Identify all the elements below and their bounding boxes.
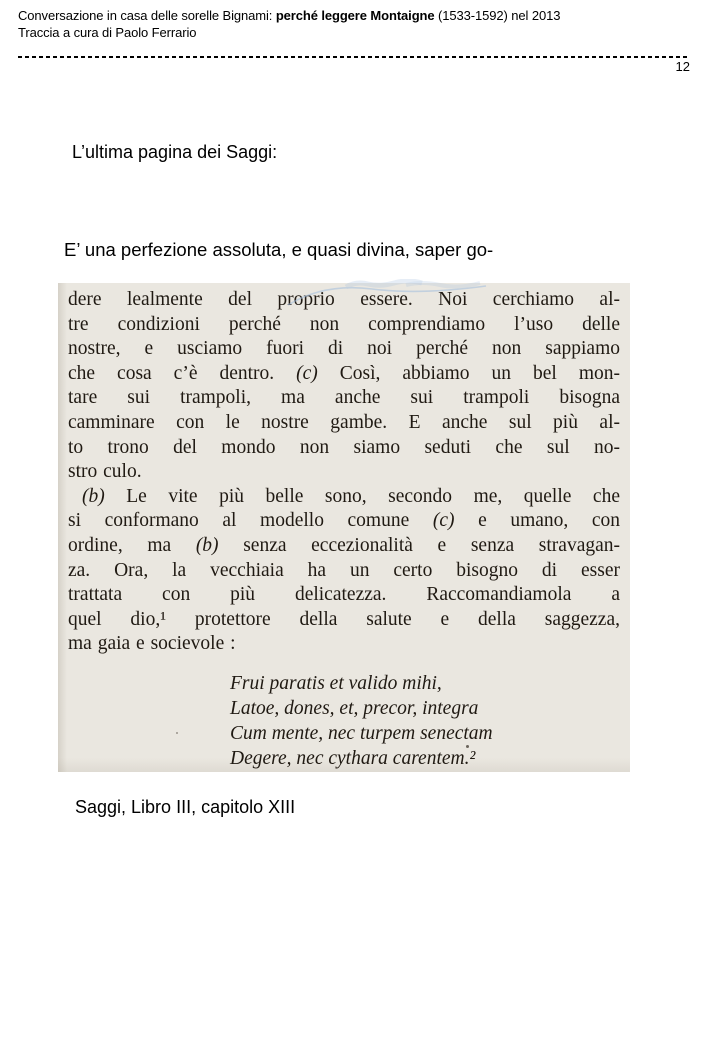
scan-line: (b) Le vite più belle sono, secondo me, quelle che — [82, 485, 620, 507]
scan-line: camminare con le nostre gambe. E anche sul più al- — [68, 411, 620, 433]
scan-line: to trono del mondo non siamo seduti che sul no- — [68, 436, 620, 458]
page-number: 12 — [675, 59, 690, 74]
scan-line: quel dio,¹ protettore della salute e della saggezza, — [68, 608, 620, 630]
page-header — [18, 8, 702, 41]
scan-line: tare sui trampoli, ma anche sui trampoli bisogna — [68, 387, 620, 409]
header-line-1 — [18, 8, 702, 25]
scan-line: ordine, ma (b) senza eccezionalità e senza stravagan- — [68, 534, 621, 556]
scan-line: stro culo. — [68, 461, 142, 483]
scan-verse — [230, 671, 620, 771]
source-caption: Saggi, Libro III, capitolo XIII — [75, 797, 296, 817]
verse-line: Degere, nec cythara carentem.² — [230, 747, 476, 769]
header-line1-suffix: (1533-1592) nel 2013 — [434, 8, 561, 23]
verse-line: Latoe, dones, et, precor, integra — [230, 697, 479, 719]
header-line1-prefix: Conversazione in casa delle sorelle Bignami: — [18, 8, 276, 23]
scan-speck — [176, 732, 178, 734]
slide-title: L’ultima pagina dei Saggi: — [72, 142, 278, 162]
scan-line: za. Ora, la vecchiaia ha un certo bisogno di esser — [68, 559, 620, 581]
verse-line: Cum mente, nec turpem senectam — [230, 722, 493, 744]
scan-line: tre condizioni perché non comprendiamo l’uso delle — [68, 313, 620, 335]
scan-line: si conformano al modello comune (c) e umano, con — [68, 510, 620, 532]
scan-text — [68, 288, 620, 657]
scan-line: trattata con più delicatezza. Raccomandiamola a — [68, 584, 620, 606]
scan-line: dere lealmente del proprio essere. Noi cerchiamo al- — [68, 289, 620, 310]
verse-line: Frui paratis et valido mihi, — [230, 672, 442, 694]
lead-text: E’ una perfezione assoluta, e quasi divina, saper go- — [64, 239, 494, 260]
scan-line: nostre, e usciamo fuori di noi perché non sappiamo — [68, 338, 620, 360]
header-divider — [18, 56, 690, 58]
header-line-2: Traccia a cura di Paolo Ferrario — [18, 24, 197, 40]
scan-line: che cosa c’è dentro. (c) Così, abbiamo un bel mon- — [68, 362, 620, 384]
header-line1-bold-title: perché leggere Montaigne — [275, 8, 435, 23]
scan-speck — [466, 745, 469, 748]
book-scan-image — [58, 283, 630, 772]
scan-line: ma gaia e socievole : — [68, 633, 236, 655]
